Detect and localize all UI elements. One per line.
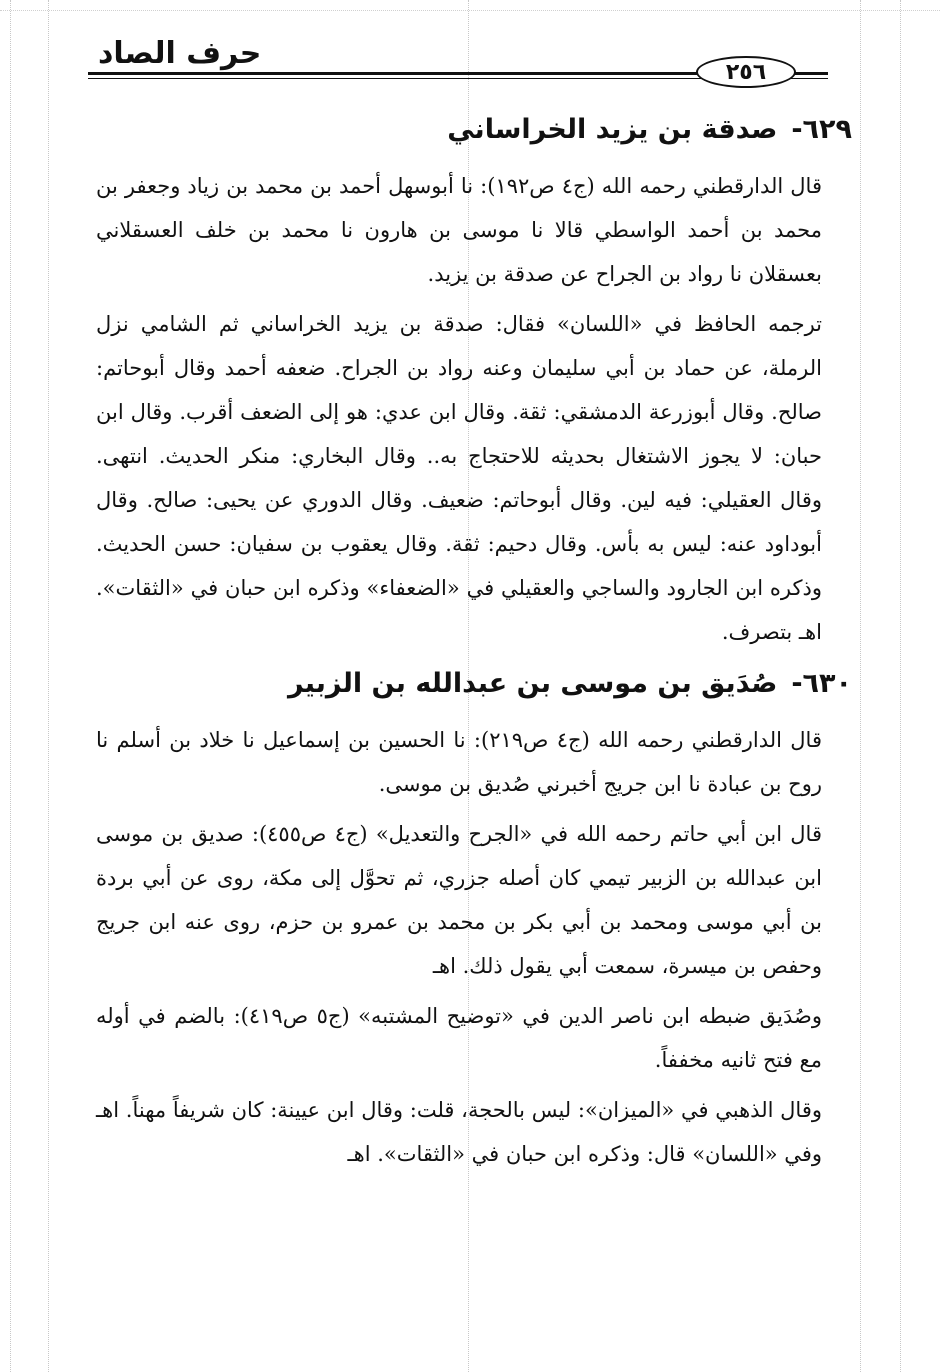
entry-number: ٦٢٩- <box>791 114 852 145</box>
page-number: ٢٥٦ <box>696 56 796 88</box>
scan-guide-line <box>10 0 11 1372</box>
entry-629 <box>96 108 852 654</box>
entry-name: صُدَيق بن موسى بن عبدالله بن الزبير <box>287 668 778 699</box>
entry-paragraph: وقال الذهبي في «الميزان»: ليس بالحجة، قلت: وقال ابن عيينة: كان شريفاً مهناً. اهـ وفي «اللسان» قال: وذكره ابن حبان في «الثقات». اهـ <box>96 1098 822 1166</box>
entry-number: ٦٣٠- <box>791 668 852 699</box>
chapter-title: حرف الصاد <box>98 36 262 71</box>
entry-paragraph: قال ابن أبي حاتم رحمه الله في «الجرح والتعديل» (ج٤ ص٤٥٥): صديق بن موسى ابن عبدالله بن الزبير تيمي كان أصله جزري، ثم تحوَّل إلى مكة، روى عن أبي بردة بن أبي موسى ومحمد بن أبي بكر بن محمد بن عمرو بن حزم، روى عنه ابن جريج وحفص بن ميسرة، سمعت أبي يقول ذلك. اهـ <box>96 822 822 978</box>
scan-guide-line <box>900 0 901 1372</box>
entry-630 <box>96 662 852 1176</box>
page-content <box>96 100 852 1182</box>
entry-paragraph: قال الدارقطني رحمه الله (ج٤ ص٢١٩): نا الحسين بن إسماعيل نا خلاد بن أسلم نا روح بن عبادة نا ابن جريج أخبرني صُديق بن موسى. <box>96 728 822 796</box>
scan-guide-line <box>860 0 861 1372</box>
scan-guide-line <box>48 0 49 1372</box>
entry-heading <box>96 108 852 152</box>
entry-paragraph: ترجمه الحافظ في «اللسان» فقال: صدقة بن يزيد الخراساني ثم الشامي نزل الرملة، عن حماد بن أبي سليمان وعنه رواد بن الجراح. ضعفه أحمد وقال أبوحاتم: صالح. وقال أبوزرعة الدمشقي: ثقة. وقال ابن عدي: هو إلى الضعف أقرب. وقال ابن حبان: لا يجوز الاشتغال بحديثه للاحتجاج به.. وقال البخاري: منكر الحديث. انتهى. وقال العقيلي: فيه لين. وقال أبوحاتم: ضعيف. وقال الدوري عن يحيى: صالح. وقال أبوداود عنه: ليس به بأس. وقال دحيم: ثقة. وقال يعقوب بن سفيان: حسن الحديث. وذكره ابن الجارود والساجي والعقيلي في «الضعفاء» وذكره ابن حبان في «الثقات». اهـ بتصرف. <box>96 312 822 644</box>
entry-name: صدقة بن يزيد الخراساني <box>447 114 778 145</box>
entry-paragraph: قال الدارقطني رحمه الله (ج٤ ص١٩٢): نا أبوسهل أحمد بن محمد بن زياد وجعفر بن محمد بن أحمد الواسطي قالا نا موسى بن هارون نا محمد بن خلف العسقلاني بعسقلان نا رواد بن الجراح عن صدقة بن يزيد. <box>96 174 822 286</box>
scan-guide-line <box>0 10 940 11</box>
entry-paragraph: وصُدَيق ضبطه ابن ناصر الدين في «توضيح المشتبه» (ج٥ ص٤١٩): بالضم في أوله مع فتح ثانيه مخففاً. <box>96 1004 822 1072</box>
entry-heading <box>96 662 852 706</box>
